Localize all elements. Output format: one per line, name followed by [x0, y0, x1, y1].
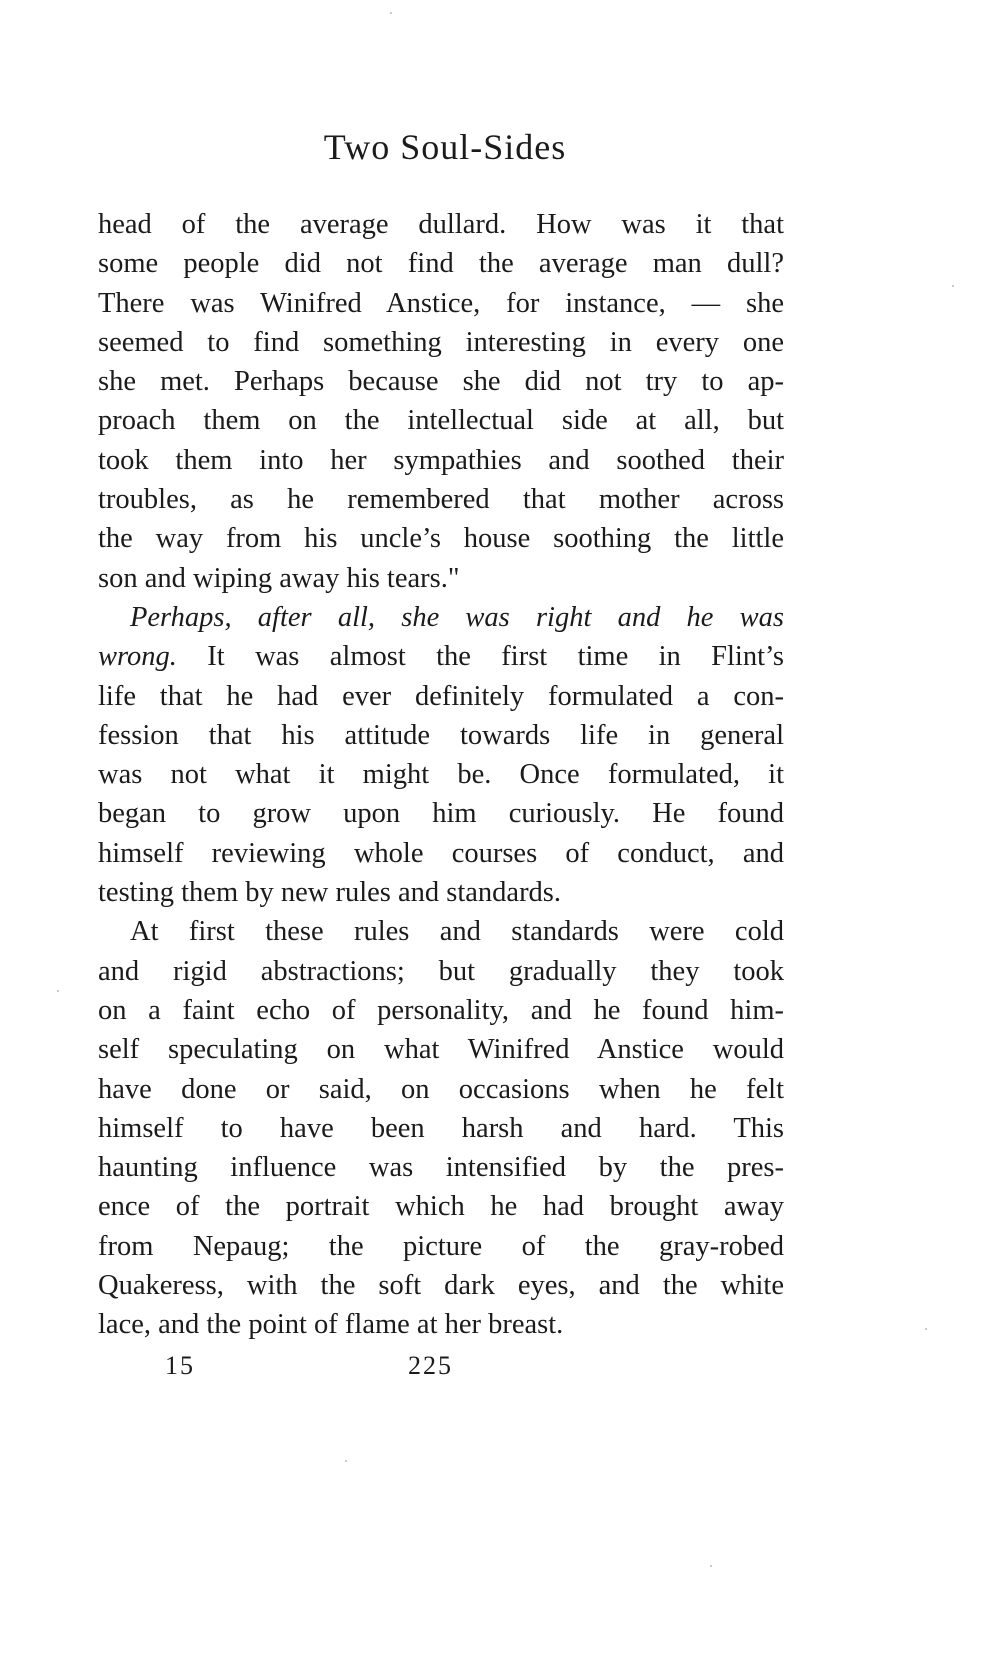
- italic-text-line: Perhaps, after all, she was right and he was: [130, 601, 784, 633]
- page-number: 225: [408, 1351, 453, 1380]
- text-line: lace, and the point of flame at her breast.: [98, 1309, 564, 1341]
- text-line: life that he had ever definitely formulated a con-: [98, 680, 784, 712]
- paragraph-2: [98, 598, 784, 912]
- text-line: and rigid abstractions; but gradually they took: [98, 955, 784, 987]
- text-line: himself reviewing whole courses of conduct, and: [98, 837, 784, 869]
- text-line: she met. Perhaps because she did not try to ap-: [98, 366, 784, 398]
- paper-speck: [952, 285, 954, 287]
- text-line: on a faint echo of personality, and he found him-: [98, 994, 784, 1026]
- text-line: ence of the portrait which he had brought away: [98, 1191, 784, 1223]
- paper-speck: [57, 990, 59, 992]
- paragraph-3: [98, 912, 784, 1344]
- italic-phrase: wrong.: [98, 641, 177, 673]
- text-line: began to grow upon him curiously. He found: [98, 798, 784, 830]
- text-line: son and wiping away his tears.": [98, 562, 460, 594]
- text-line: Quakeress, with the soft dark eyes, and the white: [98, 1270, 784, 1302]
- paper-speck: [390, 12, 392, 14]
- paragraph-1: [98, 205, 784, 598]
- text-line: [98, 637, 784, 676]
- text-line: some people did not find the average man dull?: [98, 248, 784, 280]
- line-remainder: It was almost the first time in Flint’s: [207, 641, 785, 673]
- text-line: At first these rules and standards were cold: [130, 916, 784, 948]
- text-line: have done or said, on occasions when he felt: [98, 1073, 784, 1105]
- signature-mark: 15: [165, 1351, 195, 1380]
- text-line: head of the average dullard. How was it that: [98, 209, 784, 240]
- text-line: proach them on the intellectual side at all, but: [98, 405, 784, 437]
- text-line: fession that his attitude towards life in general: [98, 719, 784, 751]
- text-line: testing them by new rules and standards.: [98, 877, 562, 909]
- text-line: himself to have been harsh and hard. This: [98, 1112, 784, 1144]
- text-line: There was Winifred Anstice, for instance, — she: [98, 287, 784, 319]
- paper-speck: [925, 1328, 927, 1330]
- text-line: was not what it might be. Once formulated, it: [98, 759, 784, 791]
- text-line: haunting influence was intensified by the pres-: [98, 1152, 784, 1184]
- text-line: self speculating on what Winifred Anstice would: [98, 1034, 784, 1066]
- text-line: took them into her sympathies and soothed their: [98, 444, 784, 476]
- text-line: troubles, as he remembered that mother across: [98, 484, 784, 516]
- running-head: Two Soul-Sides: [323, 127, 567, 167]
- paper-speck: [345, 1460, 347, 1462]
- paper-speck: [710, 1565, 712, 1567]
- text-line: the way from his uncle’s house soothing the little: [98, 523, 784, 555]
- page-footer: [0, 1351, 1000, 1391]
- text-line: from Nepaug; the picture of the gray-robed: [98, 1230, 784, 1262]
- body-text: [98, 205, 784, 1345]
- text-line: seemed to find something interesting in every one: [98, 326, 784, 358]
